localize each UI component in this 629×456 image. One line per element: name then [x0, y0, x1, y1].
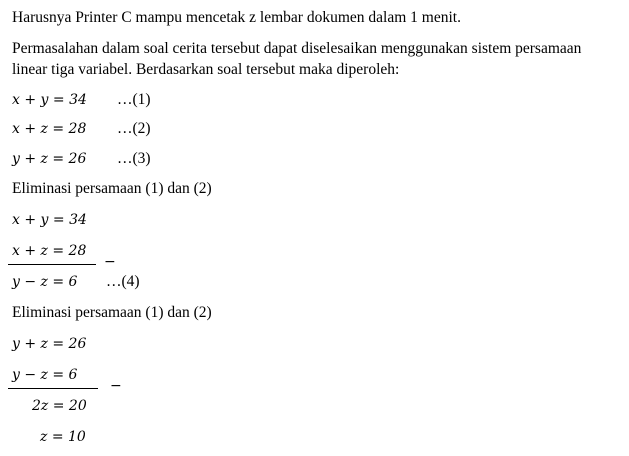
equation-1: x + y = 34: [12, 92, 87, 108]
step2-final-answer: z = 10: [40, 429, 86, 445]
step2-result-equation: 2z = 20: [32, 398, 87, 414]
step2-subtraction-line: [8, 388, 98, 389]
step1-result-equation: y − z = 6: [12, 274, 78, 290]
intro-paragraph: Harusnya Printer C mampu mencetak z lembar dokumen dalam 1 menit.: [12, 9, 461, 26]
step1-top-equation: x + y = 34: [12, 212, 87, 228]
equation-2: x + z = 28: [12, 121, 87, 137]
equation-3-ref: …(3): [117, 150, 151, 167]
step2-minus-sign: −: [110, 378, 122, 394]
step1-minus-sign: −: [104, 254, 116, 270]
step2-bottom-equation: y − z = 6: [12, 367, 78, 383]
step2-top-equation: y + z = 26: [12, 336, 87, 352]
step1-result-ref: …(4): [106, 273, 140, 290]
equation-2-ref: …(2): [117, 120, 151, 137]
equation-3: y + z = 26: [12, 151, 87, 167]
problem-paragraph-line-1: Permasalahan dalam soal cerita tersebut dapat diselesaikan menggunakan sistem persamaan: [12, 40, 582, 57]
equation-1-ref: …(1): [117, 91, 151, 108]
step1-heading: Eliminasi persamaan (1) dan (2): [12, 180, 212, 197]
step2-heading: Eliminasi persamaan (1) dan (2): [12, 304, 212, 321]
step1-bottom-equation: x + z = 28: [12, 243, 87, 259]
problem-paragraph-line-2: linear tiga variabel. Berdasarkan soal tersebut maka diperoleh:: [12, 61, 400, 78]
step1-subtraction-line: [8, 264, 96, 265]
